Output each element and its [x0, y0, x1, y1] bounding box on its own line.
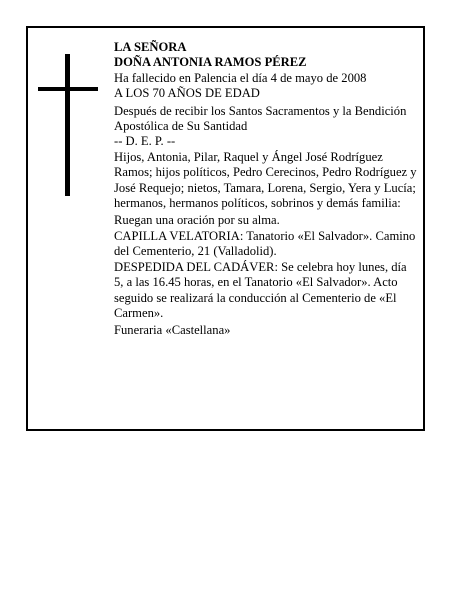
obituary-text: [114, 40, 419, 339]
age-line: A LOS 70 AÑOS DE EDAD: [114, 86, 260, 101]
sacraments-line: Después de recibir los Santos Sacramentos y la Bendición Apostólica de Su Santidad: [114, 103, 407, 134]
chapel-info: CAPILLA VELATORIA: Tanatorio «El Salvador». Camino del Cementerio, 21 (Valladolid).: [114, 228, 416, 259]
latin-cross-icon: [38, 54, 98, 196]
death-line: Ha fallecido en Palencia el día 4 de mayo de 2008: [114, 70, 367, 85]
deceased-name: DOÑA ANTONIA RAMOS PÉREZ: [114, 55, 307, 70]
rip-line: -- D. E. P. --: [114, 134, 176, 149]
farewell-info: DESPEDIDA DEL CADÁVER: Se celebra hoy lunes, día 5, a las 16.45 horas, en el Tanatorio «El Salvador». Acto seguido se realizará la conducción al Cementerio de «El Carmen».: [114, 259, 407, 320]
funeral-home: Funeraria «Castellana»: [114, 323, 231, 338]
prayer-line: Ruegan una oración por su alma.: [114, 213, 280, 228]
obituary-title: LA SEÑORA: [114, 40, 187, 54]
family-list: Hijos, Antonia, Pilar, Raquel y Ángel José Rodríguez Ramos; hijos políticos, Pedro Cerecinos, Pedro Rodríguez y José Requejo; nietos, Tamara, Lorena, Sergio, Yera y Lucía; hermanos, hermanos políticos, sobrinos y demás familia:: [114, 149, 417, 211]
